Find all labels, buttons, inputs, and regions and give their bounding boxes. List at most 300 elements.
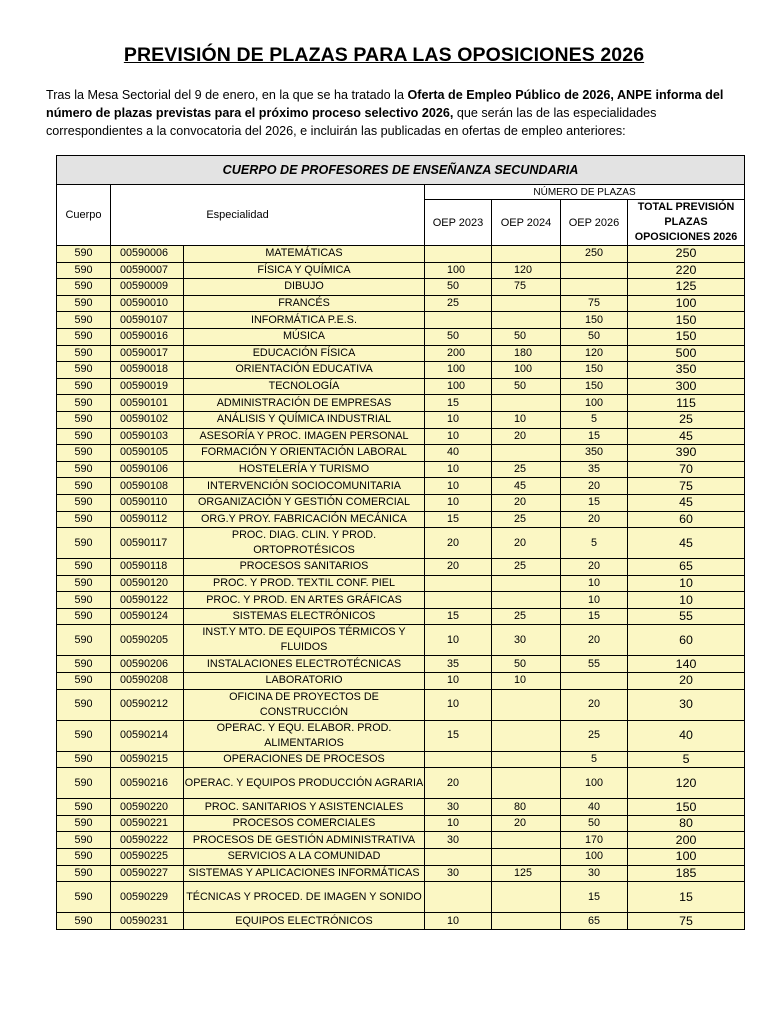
cell-total: 300 — [628, 378, 745, 395]
col-header-numero-plazas: NÚMERO DE PLAZAS — [425, 185, 745, 200]
cell-cuerpo: 590 — [57, 913, 111, 930]
cell-codigo: 00590216 — [111, 768, 184, 799]
cell-oep2023: 20 — [425, 528, 492, 559]
table-row — [57, 592, 745, 609]
cell-oep2026 — [561, 279, 628, 296]
table-row — [57, 428, 745, 445]
cell-cuerpo: 590 — [57, 378, 111, 395]
cell-especialidad: INST.Y MTO. DE EQUIPOS TÉRMICOS Y FLUIDOS — [184, 625, 425, 656]
cell-oep2023: 10 — [425, 461, 492, 478]
cell-oep2024: 180 — [492, 345, 561, 362]
cell-cuerpo: 590 — [57, 295, 111, 312]
table-row — [57, 328, 745, 345]
cell-total: 115 — [628, 395, 745, 412]
cell-especialidad: PROC. DIAG. CLIN. Y PROD. ORTOPROTÉSICOS — [184, 528, 425, 559]
cell-especialidad: ORG.Y PROY. FABRICACIÓN MECÁNICA — [184, 511, 425, 528]
cell-codigo: 00590018 — [111, 362, 184, 379]
table-heading: CUERPO DE PROFESORES DE ENSEÑANZA SECUNDARIA — [57, 156, 745, 185]
page-title: PREVISIÓN DE PLAZAS PARA LAS OPOSICIONES 2026 — [123, 44, 645, 66]
cell-oep2026: 170 — [561, 832, 628, 849]
table-row — [57, 882, 745, 913]
cell-especialidad: MATEMÁTICAS — [184, 246, 425, 263]
cell-oep2024: 45 — [492, 478, 561, 495]
cell-oep2024: 20 — [492, 528, 561, 559]
cell-oep2026: 25 — [561, 720, 628, 751]
cell-oep2023: 15 — [425, 720, 492, 751]
cell-codigo: 00590227 — [111, 865, 184, 882]
cell-total: 45 — [628, 528, 745, 559]
cell-especialidad: TECNOLOGÍA — [184, 378, 425, 395]
cell-total: 30 — [628, 689, 745, 720]
cell-oep2026: 350 — [561, 445, 628, 462]
cell-codigo: 00590124 — [111, 608, 184, 625]
cell-oep2023: 50 — [425, 279, 492, 296]
cell-cuerpo: 590 — [57, 262, 111, 279]
cell-cuerpo: 590 — [57, 345, 111, 362]
col-header-cuerpo: Cuerpo — [57, 185, 111, 246]
cell-codigo: 00590222 — [111, 832, 184, 849]
cell-oep2024 — [492, 913, 561, 930]
cell-cuerpo: 590 — [57, 768, 111, 799]
cell-cuerpo: 590 — [57, 608, 111, 625]
cell-total: 5 — [628, 751, 745, 768]
cell-cuerpo: 590 — [57, 673, 111, 690]
cell-cuerpo: 590 — [57, 559, 111, 576]
cell-codigo: 00590117 — [111, 528, 184, 559]
cell-oep2023: 35 — [425, 656, 492, 673]
cell-cuerpo: 590 — [57, 865, 111, 882]
table-row — [57, 768, 745, 799]
cell-codigo: 00590110 — [111, 494, 184, 511]
table-row — [57, 461, 745, 478]
cell-cuerpo: 590 — [57, 411, 111, 428]
cell-oep2023: 10 — [425, 411, 492, 428]
cell-especialidad: TÉCNICAS Y PROCED. DE IMAGEN Y SONIDO — [184, 882, 425, 913]
cell-total: 55 — [628, 608, 745, 625]
cell-total: 500 — [628, 345, 745, 362]
cell-oep2023: 10 — [425, 815, 492, 832]
intro-text-bold: Oferta de Empleo Público de 2026, ANPE informa del número de plazas previstas para el próximo proceso selectivo 2026, — [46, 88, 724, 120]
intro-paragraph — [46, 86, 736, 140]
cell-especialidad: HOSTELERÍA Y TURISMO — [184, 461, 425, 478]
cell-total: 250 — [628, 246, 745, 263]
col-header-especialidad: Especialidad — [111, 185, 425, 246]
col-header-oep2023: OEP 2023 — [425, 200, 492, 246]
cell-oep2024 — [492, 882, 561, 913]
cell-total: 150 — [628, 799, 745, 816]
cell-especialidad: OPERACIONES DE PROCESOS — [184, 751, 425, 768]
cell-cuerpo: 590 — [57, 494, 111, 511]
table-row — [57, 445, 745, 462]
cell-total: 150 — [628, 312, 745, 329]
cell-oep2024 — [492, 689, 561, 720]
cell-codigo: 00590214 — [111, 720, 184, 751]
cell-cuerpo: 590 — [57, 751, 111, 768]
cell-oep2024: 50 — [492, 378, 561, 395]
cell-oep2026: 10 — [561, 575, 628, 592]
cell-oep2023 — [425, 246, 492, 263]
cell-total: 45 — [628, 494, 745, 511]
table-row — [57, 345, 745, 362]
cell-cuerpo: 590 — [57, 478, 111, 495]
table-row — [57, 720, 745, 751]
cell-oep2023: 10 — [425, 428, 492, 445]
cell-total: 65 — [628, 559, 745, 576]
cell-oep2026: 100 — [561, 768, 628, 799]
cell-oep2026: 50 — [561, 815, 628, 832]
cell-codigo: 00590010 — [111, 295, 184, 312]
table-row — [57, 832, 745, 849]
cell-especialidad: DIBUJO — [184, 279, 425, 296]
cell-total: 15 — [628, 882, 745, 913]
cell-oep2026: 120 — [561, 345, 628, 362]
cell-codigo: 00590007 — [111, 262, 184, 279]
cell-oep2023: 10 — [425, 625, 492, 656]
cell-total: 140 — [628, 656, 745, 673]
cell-total: 150 — [628, 328, 745, 345]
cell-oep2023 — [425, 751, 492, 768]
cell-oep2024 — [492, 575, 561, 592]
table-row — [57, 528, 745, 559]
cell-especialidad: ORGANIZACIÓN Y GESTIÓN COMERCIAL — [184, 494, 425, 511]
cell-codigo: 00590102 — [111, 411, 184, 428]
cell-cuerpo: 590 — [57, 689, 111, 720]
cell-oep2024: 25 — [492, 511, 561, 528]
cell-codigo: 00590221 — [111, 815, 184, 832]
cell-oep2023: 10 — [425, 494, 492, 511]
table-body — [57, 246, 745, 930]
cell-especialidad: ANÁLISIS Y QUÍMICA INDUSTRIAL — [184, 411, 425, 428]
table-row — [57, 656, 745, 673]
cell-oep2023: 40 — [425, 445, 492, 462]
cell-cuerpo: 590 — [57, 799, 111, 816]
table-row — [57, 279, 745, 296]
cell-codigo: 00590229 — [111, 882, 184, 913]
table-row — [57, 559, 745, 576]
cell-total: 125 — [628, 279, 745, 296]
table-row — [57, 575, 745, 592]
cell-total: 80 — [628, 815, 745, 832]
table-row — [57, 815, 745, 832]
cell-oep2024: 50 — [492, 656, 561, 673]
cell-especialidad: PROC. Y PROD. TEXTIL CONF. PIEL — [184, 575, 425, 592]
cell-total: 220 — [628, 262, 745, 279]
cell-cuerpo: 590 — [57, 832, 111, 849]
cell-total: 60 — [628, 625, 745, 656]
cell-oep2023: 50 — [425, 328, 492, 345]
cell-especialidad: INSTALACIONES ELECTROTÉCNICAS — [184, 656, 425, 673]
cell-oep2023: 15 — [425, 511, 492, 528]
cell-oep2023: 10 — [425, 673, 492, 690]
cell-codigo: 00590101 — [111, 395, 184, 412]
cell-codigo: 00590205 — [111, 625, 184, 656]
cell-codigo: 00590122 — [111, 592, 184, 609]
cell-oep2026: 150 — [561, 312, 628, 329]
cell-codigo: 00590206 — [111, 656, 184, 673]
cell-oep2023: 100 — [425, 378, 492, 395]
cell-codigo: 00590208 — [111, 673, 184, 690]
cell-especialidad: FRANCÉS — [184, 295, 425, 312]
cell-oep2023: 10 — [425, 689, 492, 720]
cell-codigo: 00590120 — [111, 575, 184, 592]
cell-codigo: 00590019 — [111, 378, 184, 395]
cell-especialidad: ORIENTACIÓN EDUCATIVA — [184, 362, 425, 379]
col-header-total: TOTAL PREVISIÓN PLAZAS OPOSICIONES 2026 — [628, 200, 745, 246]
cell-oep2023 — [425, 312, 492, 329]
table-row — [57, 362, 745, 379]
cell-especialidad: EDUCACIÓN FÍSICA — [184, 345, 425, 362]
cell-oep2026: 100 — [561, 395, 628, 412]
cell-codigo: 00590215 — [111, 751, 184, 768]
cell-total: 70 — [628, 461, 745, 478]
table-row — [57, 246, 745, 263]
cell-cuerpo: 590 — [57, 328, 111, 345]
cell-especialidad: OFICINA DE PROYECTOS DE CONSTRUCCIÓN — [184, 689, 425, 720]
table-row — [57, 378, 745, 395]
cell-oep2023: 15 — [425, 608, 492, 625]
cell-oep2026: 15 — [561, 608, 628, 625]
table-row — [57, 395, 745, 412]
cell-oep2026: 30 — [561, 865, 628, 882]
cell-oep2023: 30 — [425, 799, 492, 816]
table-row — [57, 411, 745, 428]
cell-oep2026: 15 — [561, 494, 628, 511]
cell-codigo: 00590225 — [111, 849, 184, 866]
cell-codigo: 00590006 — [111, 246, 184, 263]
cell-codigo: 00590016 — [111, 328, 184, 345]
cell-total: 10 — [628, 575, 745, 592]
cell-oep2024 — [492, 768, 561, 799]
cell-oep2026: 65 — [561, 913, 628, 930]
cell-codigo: 00590107 — [111, 312, 184, 329]
cell-oep2024: 100 — [492, 362, 561, 379]
table-row — [57, 849, 745, 866]
cell-oep2024: 50 — [492, 328, 561, 345]
cell-oep2026: 40 — [561, 799, 628, 816]
cell-oep2024: 25 — [492, 461, 561, 478]
table-row — [57, 751, 745, 768]
col-header-oep2024: OEP 2024 — [492, 200, 561, 246]
cell-oep2023 — [425, 575, 492, 592]
cell-oep2024 — [492, 312, 561, 329]
cell-oep2024 — [492, 832, 561, 849]
cell-oep2024 — [492, 445, 561, 462]
intro-text-2: que serán las de las especialidades correspondientes a la convocatoria del 2026, e incluirán las publicadas en ofertas de empleo anteriores: — [46, 106, 657, 138]
cell-codigo: 00590017 — [111, 345, 184, 362]
cell-total: 45 — [628, 428, 745, 445]
cell-oep2024 — [492, 751, 561, 768]
cell-oep2023: 25 — [425, 295, 492, 312]
cell-especialidad: SISTEMAS Y APLICACIONES INFORMÁTICAS — [184, 865, 425, 882]
cell-codigo: 00590108 — [111, 478, 184, 495]
cell-especialidad: INFORMÁTICA P.E.S. — [184, 312, 425, 329]
table-row — [57, 494, 745, 511]
cell-oep2026: 150 — [561, 362, 628, 379]
cell-codigo: 00590105 — [111, 445, 184, 462]
cell-oep2024 — [492, 295, 561, 312]
cell-cuerpo: 590 — [57, 882, 111, 913]
cell-oep2024: 25 — [492, 559, 561, 576]
table-row — [57, 913, 745, 930]
cell-total: 100 — [628, 295, 745, 312]
cell-cuerpo: 590 — [57, 428, 111, 445]
cell-oep2024: 20 — [492, 815, 561, 832]
cell-oep2023: 15 — [425, 395, 492, 412]
cell-oep2026 — [561, 673, 628, 690]
col-header-oep2026: OEP 2026 — [561, 200, 628, 246]
cell-cuerpo: 590 — [57, 815, 111, 832]
cell-oep2026: 20 — [561, 625, 628, 656]
cell-total: 200 — [628, 832, 745, 849]
table-row — [57, 689, 745, 720]
cell-oep2024: 80 — [492, 799, 561, 816]
cell-oep2023: 20 — [425, 768, 492, 799]
cell-oep2024: 10 — [492, 411, 561, 428]
table-row — [57, 262, 745, 279]
cell-total: 75 — [628, 913, 745, 930]
cell-codigo: 00590118 — [111, 559, 184, 576]
cell-oep2026: 10 — [561, 592, 628, 609]
cell-oep2026: 20 — [561, 559, 628, 576]
cell-oep2026: 5 — [561, 751, 628, 768]
cell-codigo: 00590009 — [111, 279, 184, 296]
table-row — [57, 511, 745, 528]
cell-oep2024: 10 — [492, 673, 561, 690]
cell-oep2023: 100 — [425, 362, 492, 379]
cell-oep2023: 100 — [425, 262, 492, 279]
cell-total: 75 — [628, 478, 745, 495]
cell-total: 120 — [628, 768, 745, 799]
cell-especialidad: SERVICIOS A LA COMUNIDAD — [184, 849, 425, 866]
cell-cuerpo: 590 — [57, 445, 111, 462]
cell-especialidad: EQUIPOS ELECTRÓNICOS — [184, 913, 425, 930]
cell-oep2024: 125 — [492, 865, 561, 882]
cell-cuerpo: 590 — [57, 246, 111, 263]
cell-oep2023: 30 — [425, 832, 492, 849]
plazas-table — [56, 155, 745, 930]
cell-oep2026 — [561, 262, 628, 279]
table-row — [57, 478, 745, 495]
cell-oep2026: 75 — [561, 295, 628, 312]
cell-total: 100 — [628, 849, 745, 866]
cell-cuerpo: 590 — [57, 312, 111, 329]
cell-codigo: 00590106 — [111, 461, 184, 478]
cell-especialidad: PROCESOS COMERCIALES — [184, 815, 425, 832]
cell-cuerpo: 590 — [57, 592, 111, 609]
cell-oep2026: 15 — [561, 882, 628, 913]
cell-oep2026: 15 — [561, 428, 628, 445]
cell-especialidad: INTERVENCIÓN SOCIOCOMUNITARIA — [184, 478, 425, 495]
cell-oep2026: 35 — [561, 461, 628, 478]
cell-especialidad: PROCESOS SANITARIOS — [184, 559, 425, 576]
cell-especialidad: OPERAC. Y EQUIPOS PRODUCCIÓN AGRARIA — [184, 768, 425, 799]
table-row — [57, 312, 745, 329]
intro-text-1: Tras la Mesa Sectorial del 9 de enero, en la que se ha tratado la — [46, 88, 408, 102]
cell-total: 350 — [628, 362, 745, 379]
cell-oep2023: 30 — [425, 865, 492, 882]
cell-especialidad: OPERAC. Y EQU. ELABOR. PROD. ALIMENTARIOS — [184, 720, 425, 751]
cell-especialidad: LABORATORIO — [184, 673, 425, 690]
cell-oep2024 — [492, 720, 561, 751]
table-row — [57, 625, 745, 656]
cell-codigo: 00590220 — [111, 799, 184, 816]
table-row — [57, 295, 745, 312]
cell-cuerpo: 590 — [57, 511, 111, 528]
cell-oep2024: 75 — [492, 279, 561, 296]
cell-oep2026: 100 — [561, 849, 628, 866]
table-row — [57, 673, 745, 690]
table-row — [57, 608, 745, 625]
cell-total: 185 — [628, 865, 745, 882]
cell-especialidad: MÚSICA — [184, 328, 425, 345]
cell-cuerpo: 590 — [57, 528, 111, 559]
cell-oep2026: 5 — [561, 528, 628, 559]
cell-oep2023: 10 — [425, 478, 492, 495]
cell-total: 10 — [628, 592, 745, 609]
cell-especialidad: SISTEMAS ELECTRÓNICOS — [184, 608, 425, 625]
cell-oep2024 — [492, 849, 561, 866]
cell-cuerpo: 590 — [57, 849, 111, 866]
cell-total: 390 — [628, 445, 745, 462]
cell-oep2024: 25 — [492, 608, 561, 625]
cell-oep2026: 20 — [561, 478, 628, 495]
table-row — [57, 865, 745, 882]
cell-oep2023 — [425, 882, 492, 913]
cell-oep2023: 200 — [425, 345, 492, 362]
cell-especialidad: PROCESOS DE GESTIÓN ADMINISTRATIVA — [184, 832, 425, 849]
cell-codigo: 00590112 — [111, 511, 184, 528]
cell-oep2026: 150 — [561, 378, 628, 395]
cell-cuerpo: 590 — [57, 362, 111, 379]
cell-oep2026: 55 — [561, 656, 628, 673]
cell-oep2023 — [425, 849, 492, 866]
cell-especialidad: PROC. SANITARIOS Y ASISTENCIALES — [184, 799, 425, 816]
cell-total: 40 — [628, 720, 745, 751]
cell-especialidad: FORMACIÓN Y ORIENTACIÓN LABORAL — [184, 445, 425, 462]
cell-oep2026: 250 — [561, 246, 628, 263]
cell-total: 25 — [628, 411, 745, 428]
cell-cuerpo: 590 — [57, 575, 111, 592]
cell-especialidad: ADMINISTRACIÓN DE EMPRESAS — [184, 395, 425, 412]
cell-total: 20 — [628, 673, 745, 690]
cell-oep2024: 20 — [492, 428, 561, 445]
cell-especialidad: PROC. Y PROD. EN ARTES GRÁFICAS — [184, 592, 425, 609]
cell-cuerpo: 590 — [57, 461, 111, 478]
cell-especialidad: FÍSICA Y QUÍMICA — [184, 262, 425, 279]
cell-oep2026: 50 — [561, 328, 628, 345]
cell-codigo: 00590212 — [111, 689, 184, 720]
cell-oep2026: 20 — [561, 511, 628, 528]
cell-cuerpo: 590 — [57, 395, 111, 412]
cell-oep2024 — [492, 395, 561, 412]
table-row — [57, 799, 745, 816]
cell-oep2024: 30 — [492, 625, 561, 656]
cell-oep2023: 10 — [425, 913, 492, 930]
cell-oep2024: 20 — [492, 494, 561, 511]
cell-especialidad: ASESORÍA Y PROC. IMAGEN PERSONAL — [184, 428, 425, 445]
cell-oep2024: 120 — [492, 262, 561, 279]
cell-oep2026: 20 — [561, 689, 628, 720]
cell-oep2026: 5 — [561, 411, 628, 428]
cell-cuerpo: 590 — [57, 279, 111, 296]
cell-oep2023: 20 — [425, 559, 492, 576]
cell-codigo: 00590103 — [111, 428, 184, 445]
cell-oep2024 — [492, 246, 561, 263]
cell-cuerpo: 590 — [57, 720, 111, 751]
cell-codigo: 00590231 — [111, 913, 184, 930]
cell-oep2023 — [425, 592, 492, 609]
cell-cuerpo: 590 — [57, 656, 111, 673]
